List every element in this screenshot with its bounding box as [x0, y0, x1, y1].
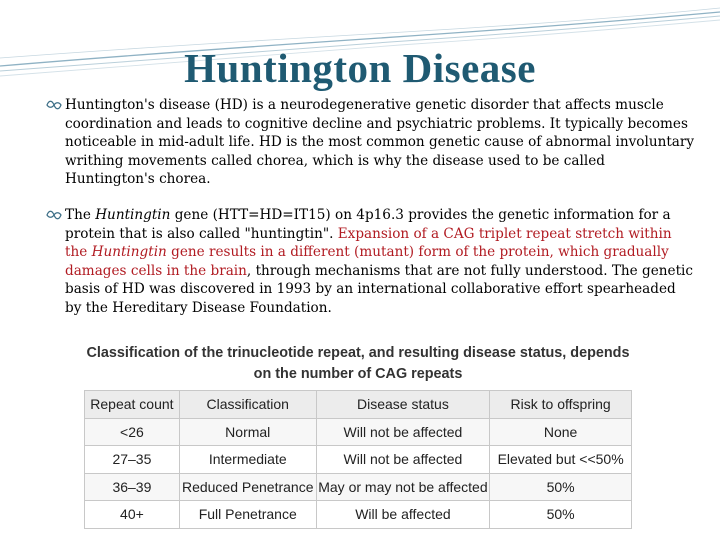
header-classification: Classification — [179, 391, 316, 419]
cell-classification: Reduced Penetrance — [179, 473, 316, 501]
cag-repeat-table-figure — [84, 341, 632, 540]
ribbon-bullet-icon — [46, 99, 62, 111]
table-row — [85, 418, 632, 446]
cell-repeat-count: 27–35 — [85, 446, 180, 474]
header-risk-to-offspring: Risk to offspring — [490, 391, 632, 419]
text-run: , through mechanisms that are not fully understood. The genetic basis of HD was discovered in 1993 by an international collaborative effort spearheaded by the Hereditary Disease Foundation. — [65, 262, 694, 316]
table-header-row — [85, 391, 632, 419]
table-title-line1: Classification of the trinucleotide repeat, and resulting disease status, depends — [86, 345, 630, 361]
cell-classification: Intermediate — [179, 446, 316, 474]
text-run: The — [65, 206, 96, 223]
cell-risk: None — [490, 418, 632, 446]
cell-risk: Elevated but <<50% — [490, 446, 632, 474]
cell-risk: 50% — [490, 501, 632, 529]
text-run: gene (HTT=HD=IT15) on 4p16.3 provides the genetic information for a protein that is also called "huntingtin". — [65, 206, 671, 242]
cell-repeat-count: 40+ — [85, 501, 180, 529]
bullet-item — [46, 206, 696, 318]
page-title: Huntington Disease — [184, 45, 536, 91]
table-row — [85, 473, 632, 501]
table-row — [85, 501, 632, 529]
cell-disease-status: Will not be affected — [316, 418, 490, 446]
table-title-line2: on the number of CAG repeats — [253, 366, 463, 382]
cell-repeat-count: <26 — [85, 418, 180, 446]
cell-classification: Full Penetrance — [179, 501, 316, 529]
ribbon-bullet-icon — [46, 209, 62, 221]
cell-disease-status: May or may not be affected — [316, 473, 490, 501]
header-disease-status: Disease status — [316, 391, 490, 419]
gene-name: Huntingtin — [95, 206, 171, 223]
highlighted-gene-name: Huntingtin — [91, 244, 167, 261]
cell-classification: Normal — [179, 418, 316, 446]
cell-risk: 50% — [490, 473, 632, 501]
bullet-item — [46, 96, 696, 189]
cag-repeat-table — [84, 390, 632, 529]
header-repeat-count: Repeat count — [85, 391, 180, 419]
cell-disease-status: Will not be affected — [316, 446, 490, 474]
highlighted-text: Expansion of a CAG triplet repeat stretch within the — [65, 225, 672, 261]
bullet-list — [46, 96, 696, 318]
highlighted-text: gene results in a different (mutant) form of the protein, which gradually damages cells in the brain — [65, 244, 669, 279]
bullet-text-hd-overview: Huntington's disease (HD) is a neurodegenerative genetic disorder that affects muscle coordination and leads to cognitive decline and psychiatric problems. It typically becomes noticeable in mid-adult life. HD is the most common genetic cause of abnormal involuntary writhing movements called chorea, which is why the disease used to be called Huntington's chorea. — [65, 97, 695, 188]
table-row — [85, 446, 632, 474]
bullet-text-huntingtin-gene — [65, 206, 696, 318]
cell-disease-status: Will be affected — [316, 501, 490, 529]
cell-repeat-count: 36–39 — [85, 473, 180, 501]
table-title — [84, 343, 632, 385]
